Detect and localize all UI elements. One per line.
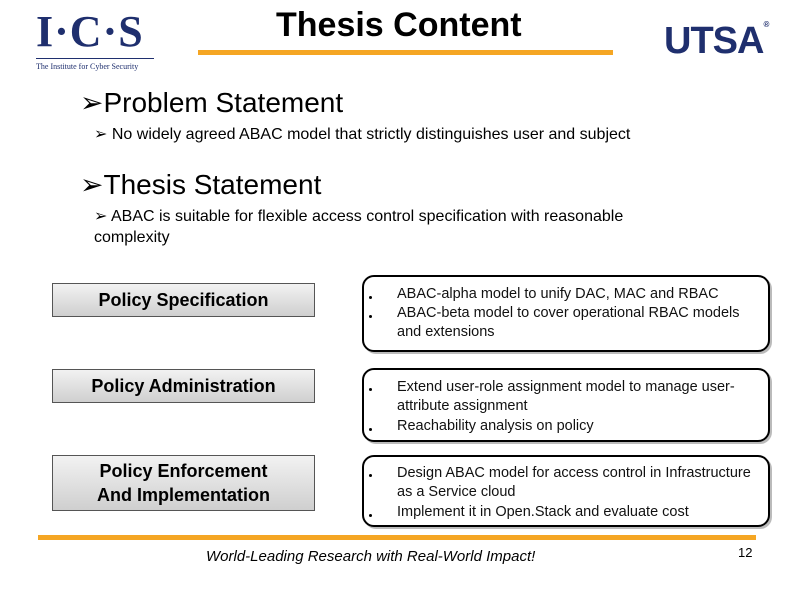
thesis-statement-heading: ➢Thesis Statement [80, 168, 322, 201]
thesis-statement-bullet: ➢ ABAC is suitable for flexible access control specification with reasonable complexity [94, 206, 624, 246]
bullet-dot-icon [369, 315, 372, 318]
policy-specification-details [362, 275, 770, 352]
arrow-bullet-icon: ➢ [80, 168, 104, 201]
footer-tagline: World-Leading Research with Real-World Impact! [206, 548, 536, 565]
footer-divider [38, 535, 756, 540]
arrow-bullet-icon: ➢ [94, 206, 108, 225]
bullet-dot-icon [369, 428, 372, 431]
bullet-dot-icon [369, 296, 372, 299]
list-item: Reachability analysis on policy [397, 418, 594, 434]
policy-enforcement-details [362, 455, 770, 527]
arrow-bullet-icon: ➢ [80, 86, 104, 119]
slide-title: Thesis Content [276, 6, 522, 44]
ics-logo [36, 8, 154, 70]
bullet-dot-icon [369, 388, 372, 391]
list-item: ABAC-alpha model to unify DAC, MAC and RBAC [397, 286, 719, 302]
list-item: Implement it in Open.Stack and evaluate cost [397, 504, 689, 520]
bullet-dot-icon [369, 514, 372, 517]
utsa-logo-text: UTSA [664, 20, 764, 62]
policy-administration-label: Policy Administration [52, 369, 315, 403]
list-item: ABAC-beta model to cover operational RBAC models and extensions [397, 305, 740, 340]
policy-enforcement-label: Policy Enforcement And Implementation [52, 455, 315, 511]
ics-logo-subtitle: The Institute for Cyber Security [36, 58, 154, 71]
policy-specification-label: Policy Specification [52, 283, 315, 317]
arrow-bullet-icon: ➢ [94, 124, 108, 143]
registered-mark: ® [763, 20, 769, 29]
problem-statement-heading: ➢Problem Statement [80, 86, 344, 119]
list-item: Extend user-role assignment model to manage user-attribute assignment [397, 379, 735, 414]
policy-administration-details [362, 368, 770, 442]
bullet-dot-icon [369, 474, 372, 477]
ics-logo-mark: I·C·S [36, 7, 144, 56]
list-item: Design ABAC model for access control in Infrastructure as a Service cloud [397, 465, 751, 500]
page-number: 12 [738, 545, 753, 560]
problem-statement-bullet: ➢ No widely agreed ABAC model that strictly distinguishes user and subject [94, 124, 631, 143]
title-underline [198, 50, 613, 55]
utsa-logo [664, 20, 768, 63]
